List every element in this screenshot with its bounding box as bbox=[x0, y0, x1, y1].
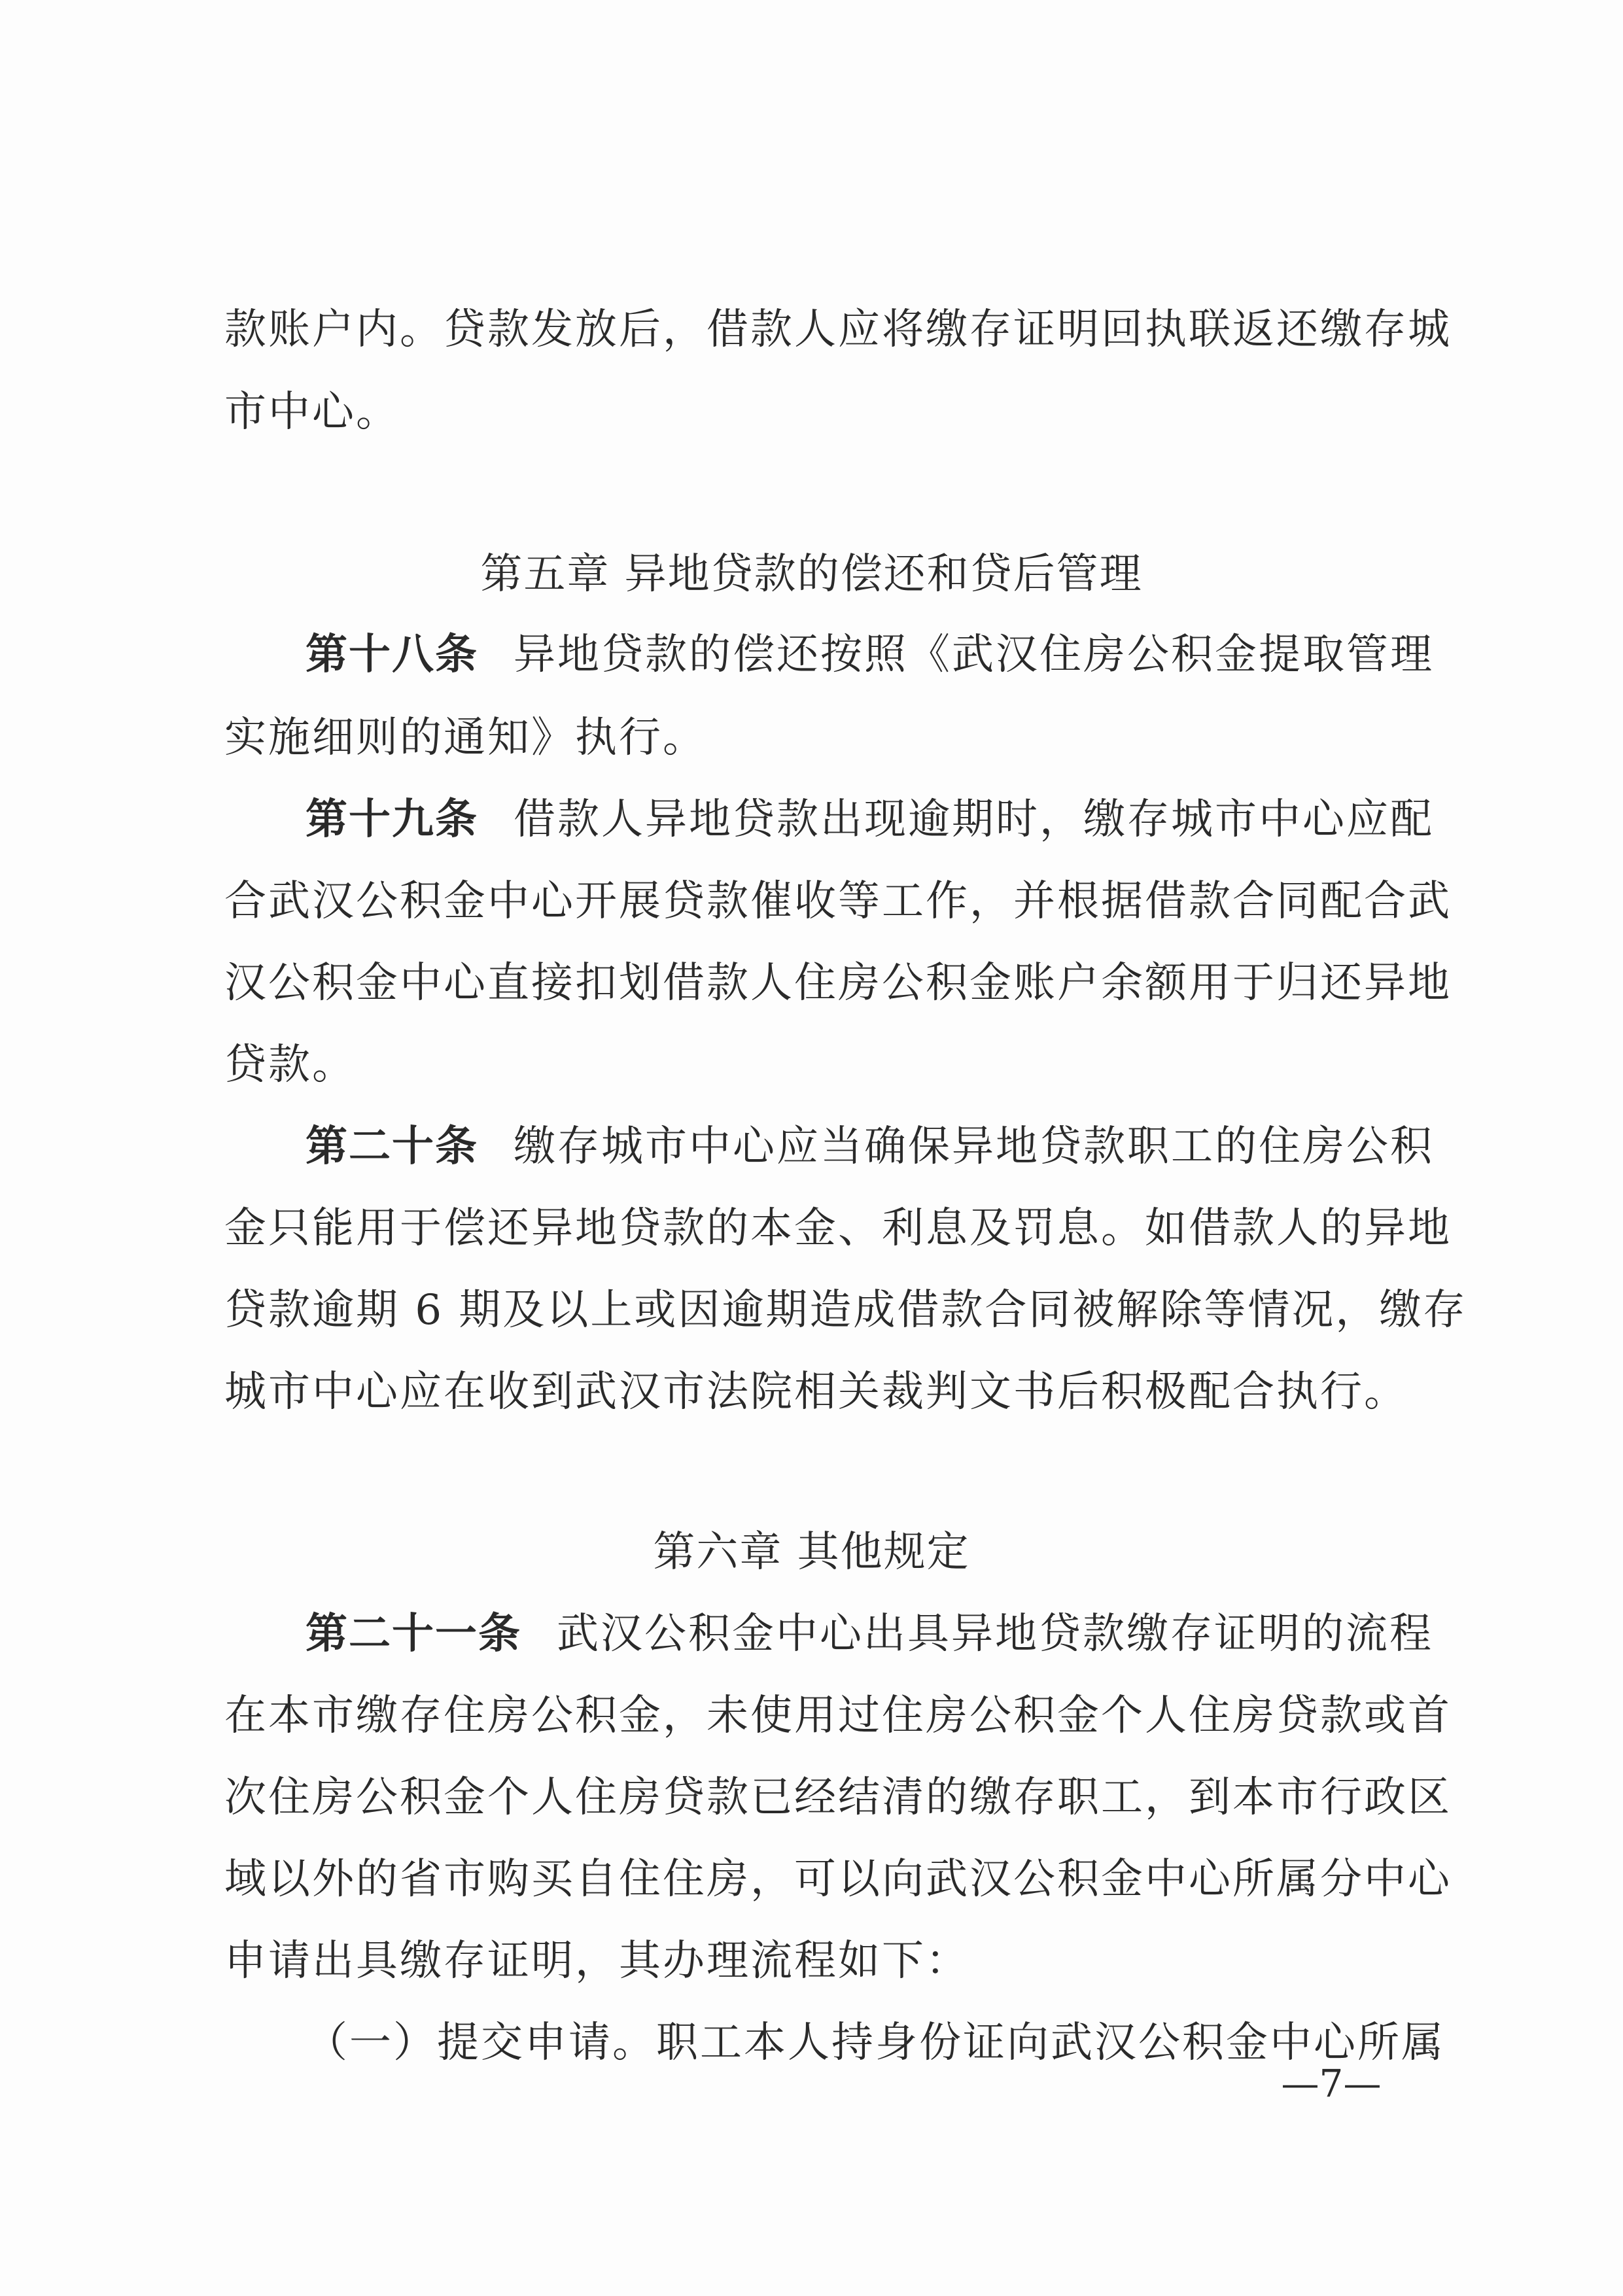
body-line: 在本市缴存住房公积金，未使用过住房公积金个人住房贷款或首 bbox=[224, 1692, 1452, 1740]
article-20-line bbox=[305, 1117, 1434, 1177]
article-19-line bbox=[305, 790, 1434, 850]
body-line: 市中心。 bbox=[224, 388, 400, 436]
article-18-text: 异地贷款的偿还按照《武汉住房公积金提取管理 bbox=[514, 631, 1434, 679]
chapter-five-title: 第五章 异地贷款的偿还和贷后管理 bbox=[480, 550, 1143, 599]
body-line: 实施细则的通知》执行。 bbox=[224, 714, 707, 762]
body-line: 贷款逾期 6 期及以上或因逾期造成借款合同被解除等情况，缴存 bbox=[224, 1286, 1467, 1334]
article-21-text: 武汉公积金中心出具异地贷款缴存证明的流程 bbox=[557, 1610, 1433, 1658]
article-18-label: 第十八条 bbox=[305, 631, 478, 679]
body-line: 域以外的省市购买自住住房，可以向武汉公积金中心所属分中心 bbox=[224, 1855, 1452, 1904]
article-20-label: 第二十条 bbox=[305, 1122, 478, 1171]
article-19-text: 借款人异地贷款出现逾期时，缴存城市中心应配 bbox=[514, 795, 1434, 844]
body-line: （一）提交申请。职工本人持身份证向武汉公积金中心所属 bbox=[305, 2019, 1445, 2067]
article-21-label: 第二十一条 bbox=[305, 1610, 521, 1658]
body-line: 贷款。 bbox=[224, 1041, 356, 1089]
article-21-line bbox=[305, 1604, 1433, 1664]
body-line: 款账户内。贷款发放后，借款人应将缴存证明回执联返还缴存城 bbox=[224, 305, 1452, 354]
body-line: 次住房公积金个人住房贷款已经结清的缴存职工，到本市行政区 bbox=[224, 1773, 1452, 1822]
page-number: —7— bbox=[1281, 2061, 1382, 2106]
article-18-line bbox=[305, 625, 1434, 685]
body-line: 合武汉公积金中心开展贷款催收等工作，并根据借款合同配合武 bbox=[224, 877, 1452, 926]
chapter-six-title: 第六章 其他规定 bbox=[653, 1528, 970, 1576]
article-19-label: 第十九条 bbox=[305, 795, 478, 844]
body-line: 金只能用于偿还异地贷款的本金、利息及罚息。如借款人的异地 bbox=[224, 1204, 1452, 1253]
article-20-text: 缴存城市中心应当确保异地贷款职工的住房公积 bbox=[514, 1122, 1434, 1171]
body-line: 汉公积金中心直接扣划借款人住房公积金账户余额用于归还异地 bbox=[224, 959, 1452, 1007]
body-line: 城市中心应在收到武汉市法院相关裁判文书后积极配合执行。 bbox=[224, 1368, 1408, 1416]
body-line: 申请出具缴存证明，其办理流程如下： bbox=[224, 1937, 969, 1985]
